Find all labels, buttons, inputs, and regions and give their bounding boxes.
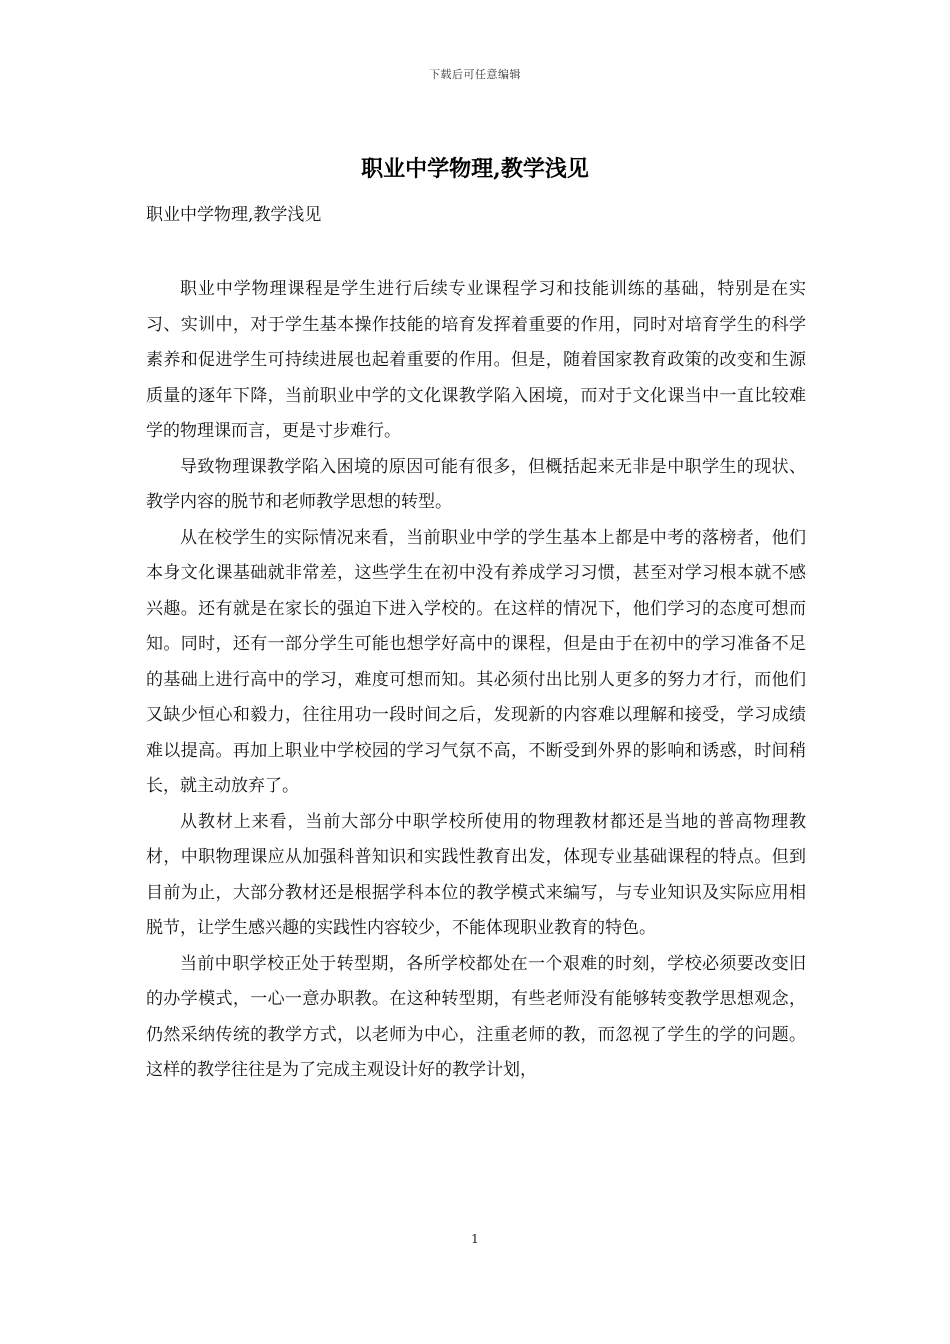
header-note: 下载后可任意编辑	[429, 68, 521, 81]
document-subtitle: 职业中学物理,教学浅见	[146, 205, 322, 225]
paragraph: 当前中职学校正处于转型期，各所学校都处在一个艰难的时刻，学校必须要改变旧的办学模式，一心一意办职教。在这种转型期，有些老师没有能够转变教学思想观念，仍然采纳传统的教学方式，以老师为中心，注重老师的教，而忽视了学生的学的问题。这样的教学往往是为了完成主观设计好的教学计划，	[146, 953, 806, 1080]
paragraph: 从教材上来看，当前大部分中职学校所使用的物理教材都还是当地的普高物理教材，中职物理课应从加强科普知识和实践性教育出发，体现专业基础课程的特点。但到目前为止，大部分教材还是根据学科本位的教学模式来编写，与专业知识及实际应用相脱节，让学生感兴趣的实践性内容较少，不能体现职业教育的特色。	[146, 811, 806, 938]
page-number: 1	[471, 1232, 479, 1246]
paragraph: 职业中学物理课程是学生进行后续专业课程学习和技能训练的基础，特别是在实习、实训中，对于学生基本操作技能的培育发挥着重要的作用，同时对培育学生的科学素养和促进学生可持续进展也起着重要的作用。但是，随着国家教育政策的改变和生源质量的逐年下降，当前职业中学的文化课教学陷入困境，而对于文化课当中一直比较难学的物理课而言，更是寸步难行。	[146, 279, 806, 441]
paragraph: 从在校学生的实际情况来看，当前职业中学的学生基本上都是中考的落榜者，他们本身文化课基础就非常差，这些学生在初中没有养成学习习惯，甚至对学习根本就不感兴趣。还有就是在家长的强迫下进入学校的。在这样的情况下，他们学习的态度可想而知。同时，还有一部分学生可能也想学好高中的课程，但是由于在初中的学习准备不足的基础上进行高中的学习，难度可想而知。其必须付出比别人更多的努力才行，而他们又缺少恒心和毅力，往往用功一段时间之后，发现新的内容难以理解和接受，学习成绩难以提高。再加上职业中学校园的学习气氛不高，不断受到外界的影响和诱惑，时间稍长，就主动放弃了。	[146, 527, 806, 796]
document-title: 职业中学物理,教学浅见	[361, 156, 589, 182]
document-body	[146, 272, 806, 1089]
paragraph: 导致物理课教学陷入困境的原因可能有很多，但概括起来无非是中职学生的现状、教学内容的脱节和老师教学思想的转型。	[146, 456, 806, 512]
